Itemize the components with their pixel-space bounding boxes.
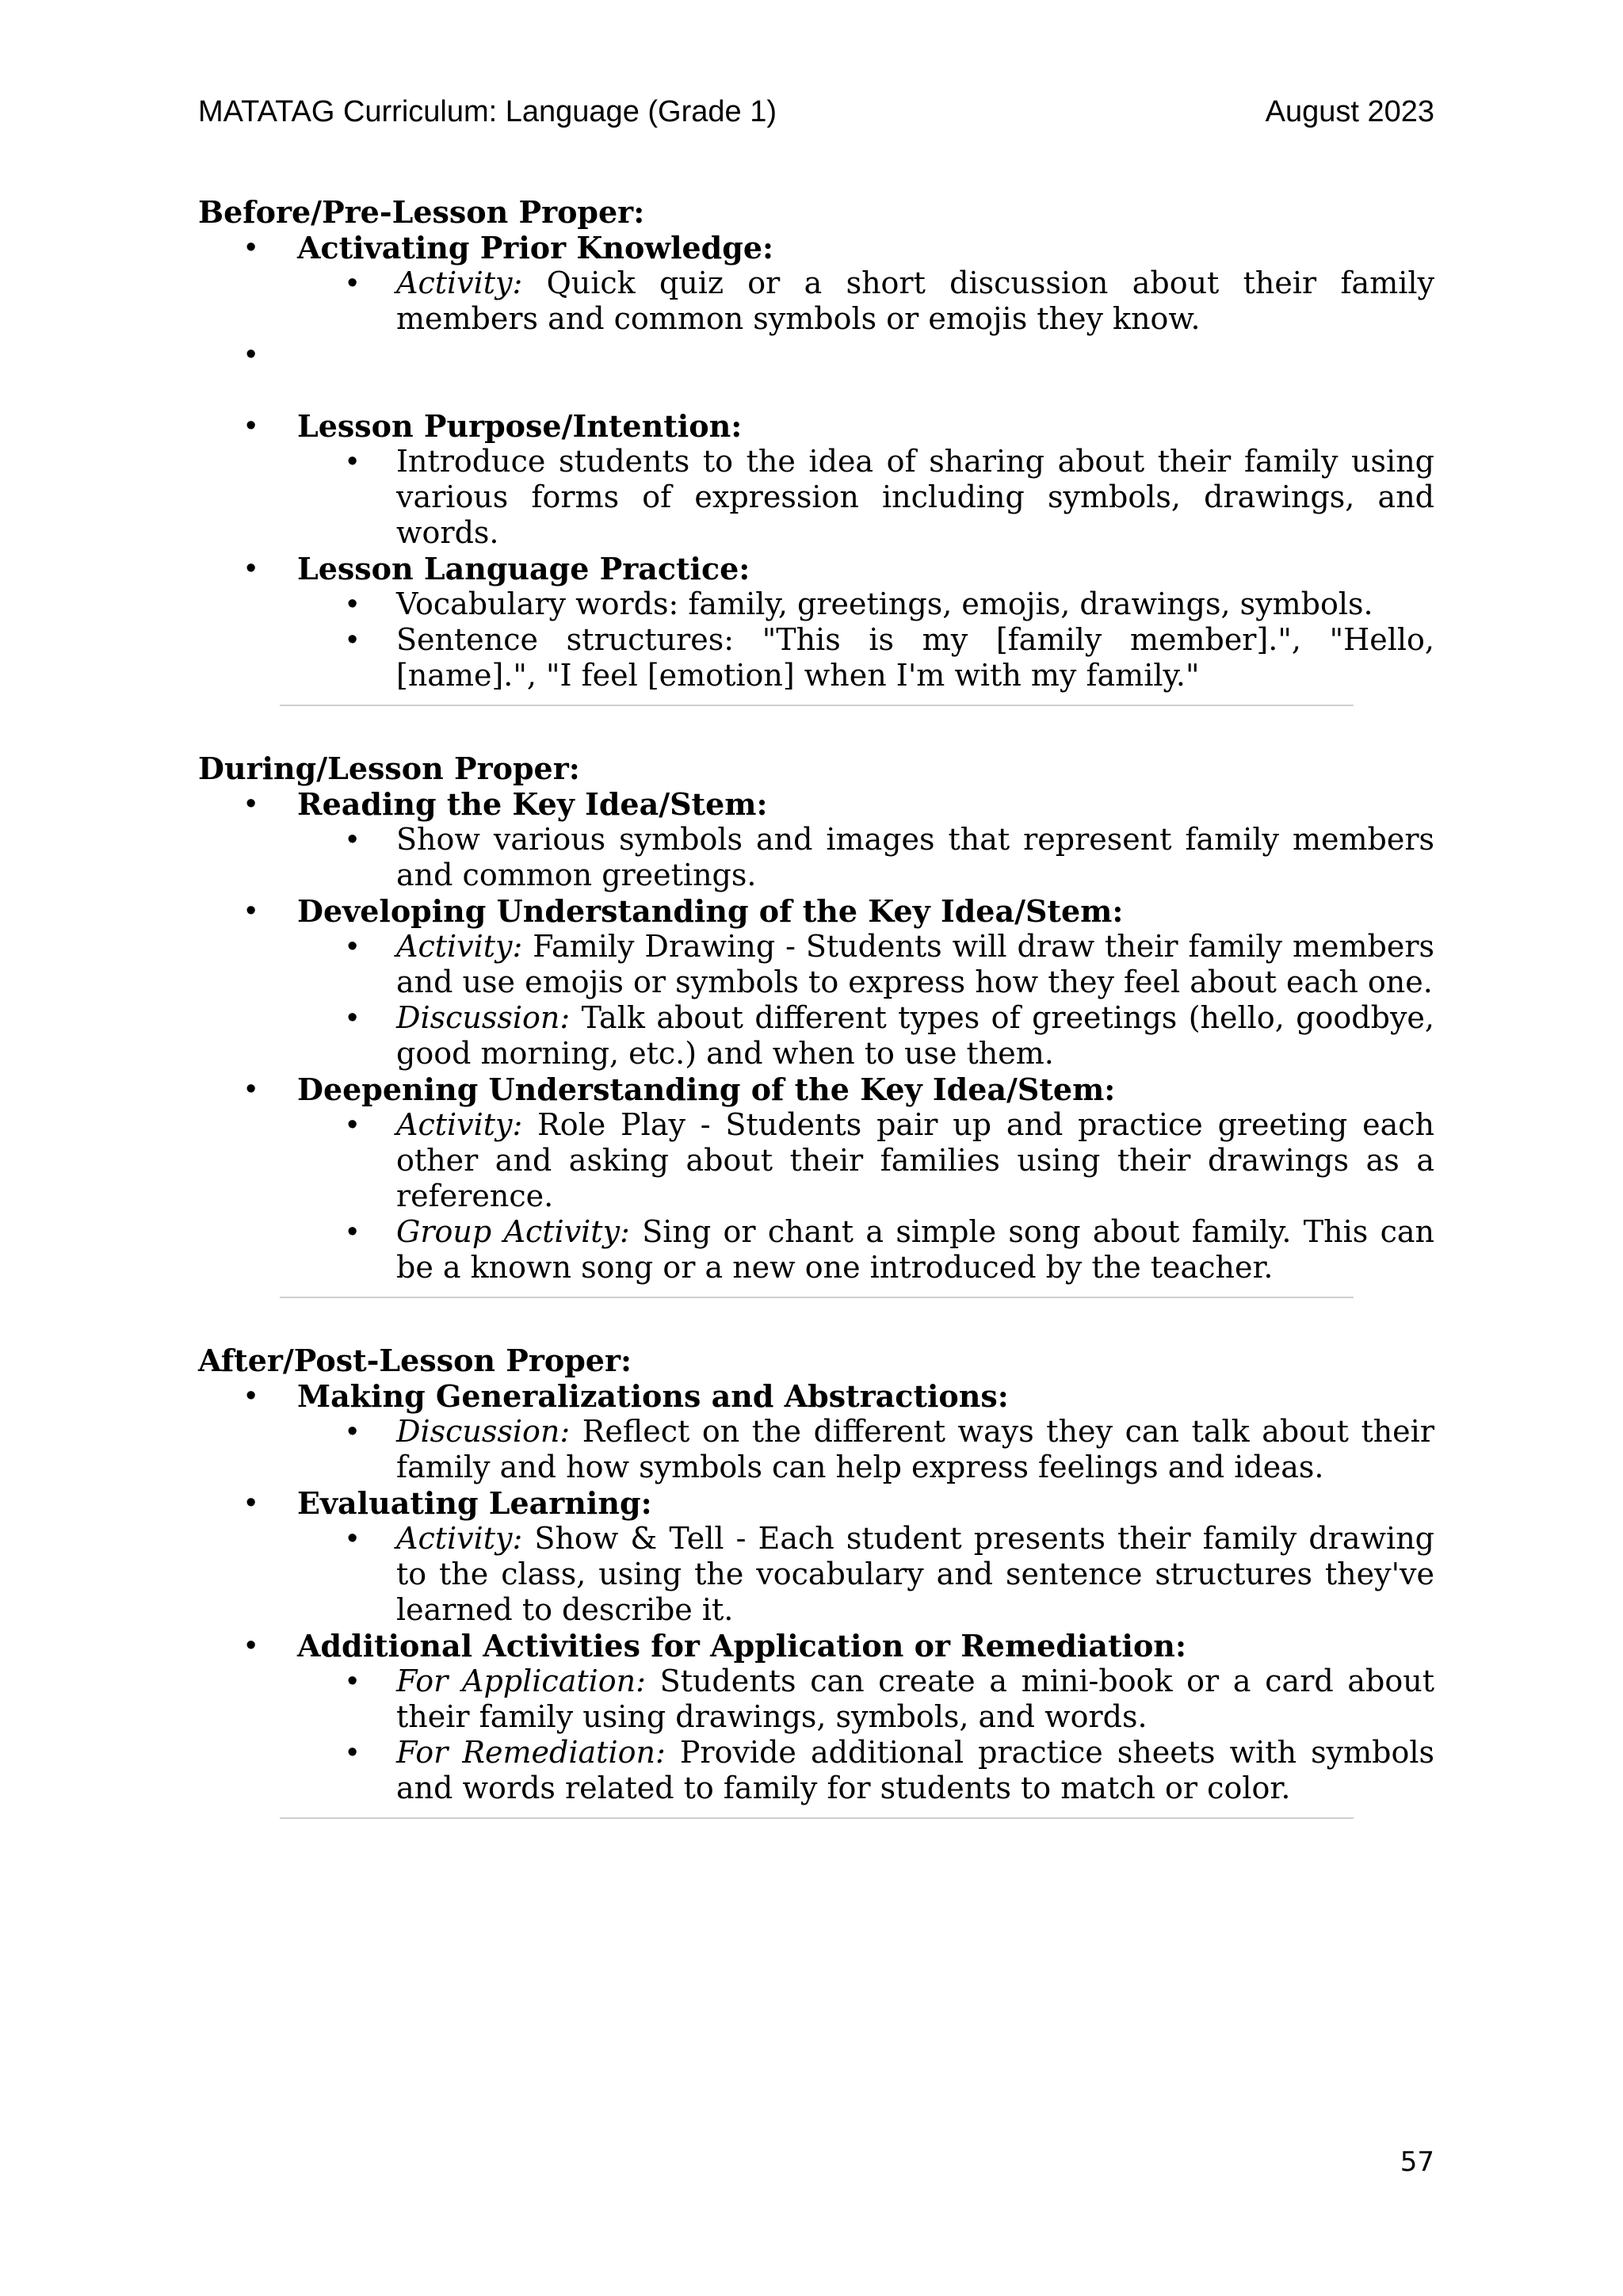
topic-title: • Lesson Purpose/Intention: — [297, 408, 743, 444]
detail-text: Introduce students to the idea of sharing about their family using various forms of expression including symbols, drawings, and words. — [396, 444, 1434, 550]
detail-list — [297, 929, 1434, 1072]
page-number: 57 — [1400, 2146, 1434, 2178]
topic-title: • Additional Activities for Application or Remediation: — [297, 1628, 1186, 1664]
detail-label: Activity: — [396, 929, 523, 964]
detail-label: Activity: — [396, 1107, 523, 1142]
detail-text: Talk about different types of greetings (hello, goodbye, good morning, etc.) and when to use them. — [396, 1000, 1434, 1071]
topic-title: • Evaluating Learning: — [297, 1485, 652, 1521]
detail-item — [297, 1000, 1434, 1072]
detail-text: Vocabulary words: family, greetings, emojis, drawings, symbols. — [396, 586, 1373, 621]
detail-text: Quick quiz or a short discussion about their family members and common symbols or emojis they know. — [396, 266, 1434, 336]
detail-text: Sing or chant a simple song about family. This can be a known song or a new one introduced by the teacher. — [396, 1214, 1434, 1285]
detail-text: Provide additional practice sheets with symbols and words related to family for students to match or color. — [396, 1735, 1434, 1805]
topic-title: • Lesson Language Practice: — [297, 551, 750, 586]
topic-item — [198, 1485, 1434, 1628]
detail-label: Activity: — [396, 266, 523, 300]
topic-item — [198, 893, 1434, 1072]
section-title: After/Post-Lesson Proper: — [198, 1343, 632, 1378]
topic-item — [198, 551, 1434, 693]
topic-title: • Reading the Key Idea/Stem: — [297, 786, 768, 822]
topic-title: • Making Generalizations and Abstractions: — [297, 1378, 1009, 1414]
spacer — [198, 337, 1434, 408]
detail-list — [297, 822, 1434, 893]
detail-list — [297, 266, 1434, 337]
detail-item — [297, 929, 1434, 1000]
detail-item — [297, 1521, 1434, 1628]
detail-item — [297, 1414, 1434, 1485]
detail-text: Students can create a mini-book or a card about their family using drawings, symbols, and words. — [396, 1664, 1435, 1734]
detail-item — [297, 1735, 1434, 1806]
section-divider — [280, 705, 1354, 706]
section-divider — [280, 1817, 1354, 1819]
detail-text: Family Drawing - Students will draw their family members and use emojis or symbols to express how they feel about each one. — [396, 929, 1434, 999]
detail-label: Activity: — [396, 1521, 523, 1556]
section-divider — [280, 1297, 1354, 1298]
detail-list — [297, 1521, 1434, 1628]
detail-item — [297, 266, 1434, 337]
detail-list — [297, 1664, 1434, 1806]
detail-text: Sentence structures: "This is my [family member].", "Hello, [name].", "I feel [emotion] when I'm with my family." — [396, 622, 1434, 693]
detail-item — [297, 822, 1434, 893]
detail-list — [297, 1414, 1434, 1485]
topic-list — [198, 230, 1434, 693]
detail-label: Discussion: — [396, 1000, 571, 1035]
detail-text: Show & Tell - Each student presents their family drawing to the class, using the vocabulary and sentence structures they've learned to describe it. — [396, 1521, 1434, 1627]
topic-item — [198, 1378, 1434, 1485]
section-before — [198, 194, 1434, 693]
topic-item — [198, 786, 1434, 893]
detail-list — [297, 1107, 1434, 1286]
topic-list — [198, 1378, 1434, 1806]
topic-item — [198, 1072, 1434, 1286]
header-title: MATATAG Curriculum: Language (Grade 1) — [198, 95, 777, 128]
section-after — [198, 1343, 1434, 1806]
topic-item — [198, 230, 1434, 337]
detail-label: Group Activity: — [396, 1214, 630, 1249]
detail-text: Show various symbols and images that represent family members and common greetings. — [396, 822, 1434, 892]
topic-list — [198, 786, 1434, 1286]
detail-label: For Application: — [396, 1664, 646, 1698]
header-date: August 2023 — [1265, 95, 1434, 128]
detail-item — [297, 622, 1434, 693]
topic-title: • Activating Prior Knowledge: — [297, 230, 774, 266]
section-during — [198, 751, 1434, 1286]
detail-item — [297, 1107, 1434, 1214]
detail-item — [297, 1214, 1434, 1286]
lesson-content — [198, 194, 1434, 1819]
detail-text: Role Play - Students pair up and practice greeting each other and asking about their families using their drawings as a reference. — [396, 1107, 1434, 1213]
topic-title: • Developing Understanding of the Key Idea/Stem: — [297, 893, 1124, 929]
detail-item — [297, 1664, 1434, 1735]
section-title: During/Lesson Proper: — [198, 751, 580, 786]
detail-item — [297, 586, 1434, 622]
detail-label: Discussion: — [396, 1414, 571, 1449]
section-title: Before/Pre-Lesson Proper: — [198, 194, 645, 230]
detail-text: Reflect on the different ways they can talk about their family and how symbols can help express feelings and ideas. — [396, 1414, 1434, 1484]
topic-item — [198, 408, 1434, 551]
topic-item — [198, 1628, 1434, 1806]
detail-list — [297, 586, 1434, 693]
detail-item — [297, 444, 1434, 551]
detail-label: For Remediation: — [396, 1735, 666, 1770]
topic-title: • Deepening Understanding of the Key Idea/Stem: — [297, 1072, 1116, 1107]
detail-list — [297, 444, 1434, 551]
